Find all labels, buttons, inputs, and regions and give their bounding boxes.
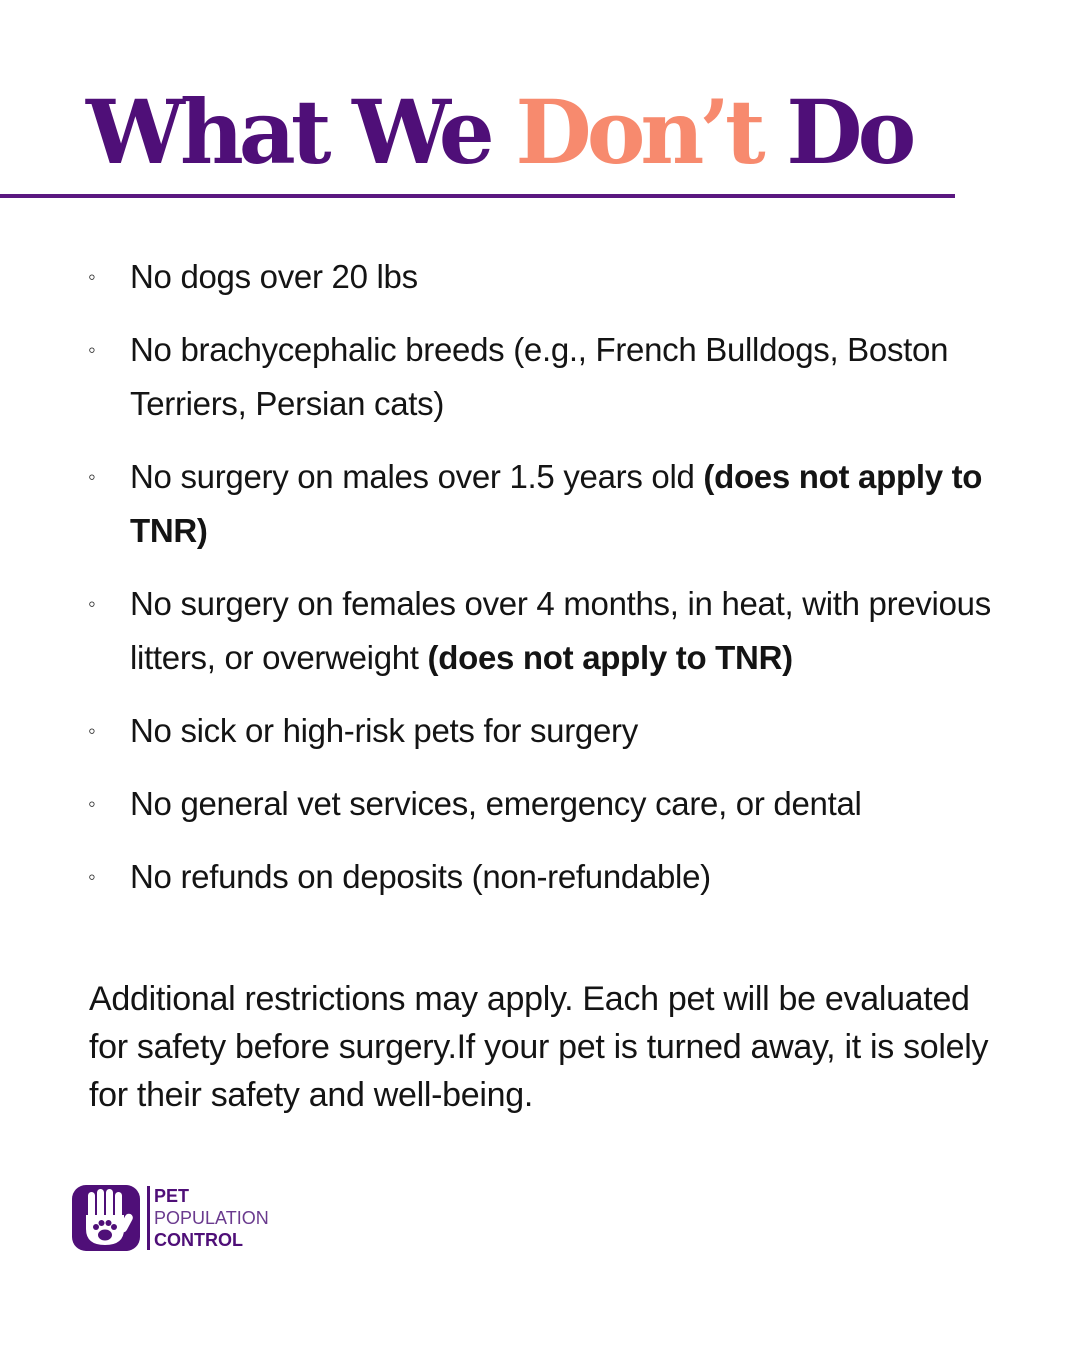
- logo-divider: [147, 1186, 150, 1250]
- list-item: [88, 777, 1008, 831]
- restriction-text: [130, 704, 638, 758]
- restriction-text-regular: No surgery on females over 4 months, in heat, with previous litters, or overweight: [130, 585, 991, 676]
- bullet-marker: ◦: [88, 464, 96, 489]
- disclaimer-paragraph: Additional restrictions may apply. Each pet will be evaluated for safety before surgery.If your pet is turned away, it is solely for their safety and well-being.: [89, 980, 989, 1114]
- hand-paw-icon: [72, 1185, 140, 1251]
- bullet-marker: ◦: [88, 718, 96, 743]
- restriction-text: [130, 450, 1008, 558]
- list-item: [88, 250, 1008, 304]
- restriction-text-regular: No dogs over 20 lbs: [130, 258, 418, 295]
- restriction-text-bold: (does not apply to TNR): [130, 458, 983, 549]
- restriction-text-regular: No general vet services, emergency care, or dental: [130, 785, 862, 822]
- restriction-text-bold: (does not apply to TNR): [427, 639, 793, 676]
- restriction-text: [130, 323, 1008, 431]
- restriction-text-regular: No brachycephalic breeds (e.g., French Bulldogs, Boston Terriers, Persian cats): [130, 331, 949, 422]
- restriction-text-regular: No sick or high-risk pets for surgery: [130, 712, 638, 749]
- list-item: [88, 704, 1008, 758]
- logo-word-control: CONTROL: [154, 1230, 243, 1250]
- list-item: [88, 450, 1008, 558]
- list-item: [88, 850, 1008, 904]
- title-divider: [0, 194, 955, 198]
- restriction-text: [130, 250, 418, 304]
- logo-word-population: POPULATION: [154, 1208, 269, 1228]
- bullet-marker: ◦: [88, 264, 96, 289]
- restriction-text: [130, 577, 1008, 685]
- bullet-marker: ◦: [88, 591, 96, 616]
- restriction-text-regular: No refunds on deposits (non-refundable): [130, 858, 711, 895]
- title-part-dont: Don’t: [515, 80, 761, 184]
- bullet-marker: ◦: [88, 337, 96, 362]
- restriction-text-regular: No surgery on males over 1.5 years old: [130, 458, 704, 495]
- logo-wordmark: [154, 1185, 269, 1251]
- page-title: [86, 72, 911, 192]
- title-part-what-we: What We: [86, 80, 516, 184]
- restrictions-list: [88, 250, 1008, 923]
- title-part-do: Do: [760, 80, 912, 184]
- logo-word-pet: PET: [154, 1186, 190, 1206]
- list-item: [88, 577, 1008, 685]
- list-item: [88, 323, 1008, 431]
- bullet-marker: ◦: [88, 864, 96, 889]
- restriction-text: [130, 777, 862, 831]
- restriction-text: [130, 850, 711, 904]
- bullet-marker: ◦: [88, 791, 96, 816]
- brand-logo: [72, 1185, 269, 1251]
